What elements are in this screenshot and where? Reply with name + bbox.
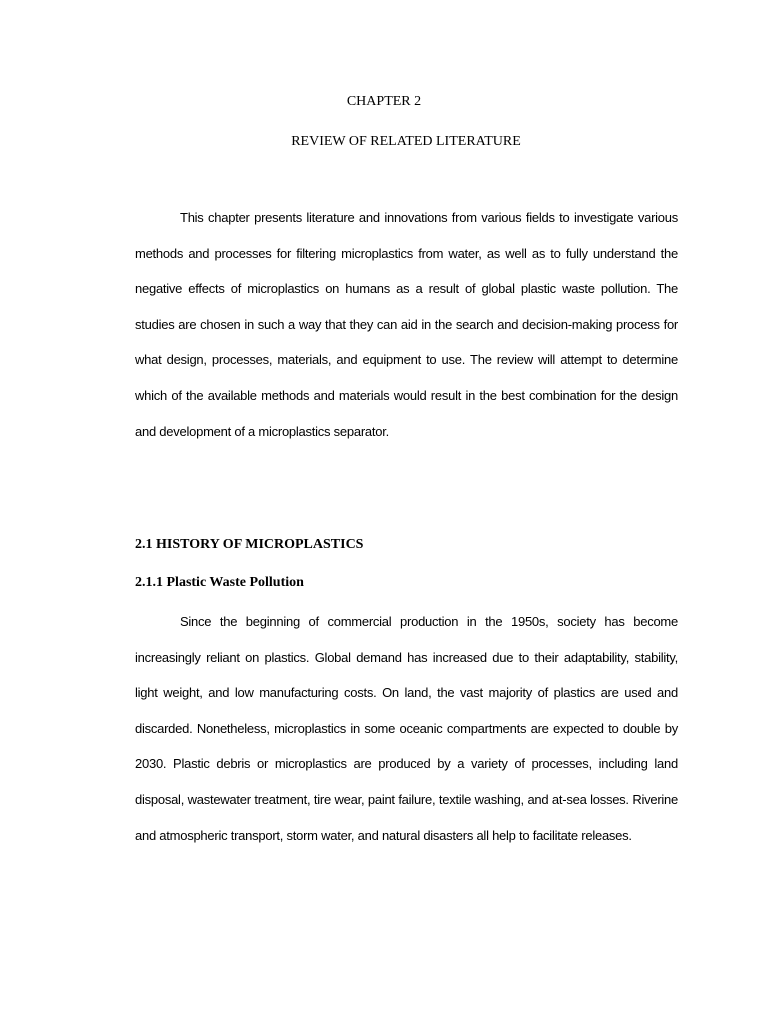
body-paragraph: Since the beginning of commercial production in the 1950s, society has become increasingly reliant on plastics. Global demand has increased due to their adaptability, stability, light weight, and low manufacturing costs. On land, the vast majority of plastics are used and discarded. Nonetheless, microplastics in some oceanic compartments are expected to double by 2030. Plastic debris or microplastics are produced by a variety of processes, including land disposal, wastewater treatment, tire wear, paint failure, textile washing, and at-sea losses. Riverine and atmospheric transport, storm water, and natural disasters all help to facilitate releases. (135, 614, 678, 843)
intro-paragraph: This chapter presents literature and innovations from various fields to investigate various methods and processes for filtering microplastics from water, as well as to fully understand the negative effects of microplastics on humans as a result of global plastic waste pollution. The studies are chosen in such a way that they can aid in the search and decision-making process for what design, processes, materials, and equipment to use. The review will attempt to determine which of the available methods and materials would result in the best combination for the design and development of a microplastics separator. (135, 210, 678, 439)
chapter-label: CHAPTER 2 (346, 94, 422, 109)
subsection-heading: 2.1.1 Plastic Waste Pollution (135, 575, 304, 590)
chapter-title: REVIEW OF RELATED LITERATURE (291, 134, 521, 149)
section-heading: 2.1 HISTORY OF MICROPLASTICS (135, 537, 364, 552)
